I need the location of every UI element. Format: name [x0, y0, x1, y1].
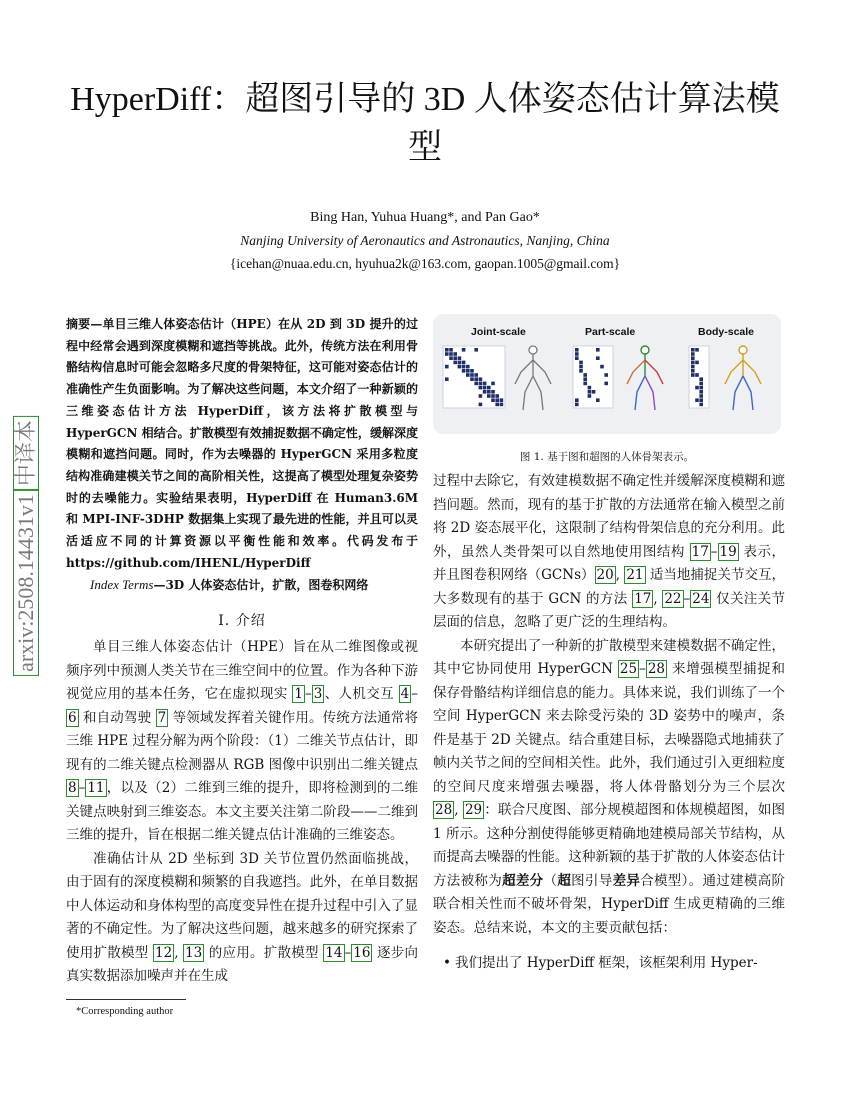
matrix-cell — [453, 356, 457, 360]
text-run: 表示，并且图卷积网络（GCNs） — [433, 543, 785, 583]
matrix-cell — [699, 398, 703, 402]
matrix-cell — [600, 365, 604, 369]
text-run: , — [615, 567, 625, 583]
matrix-cell — [479, 403, 483, 407]
text-run: ：联合尺度图、部分规模超图和体规模超图，如图 1 所示。这种分割使得能够更精确地建模局部关节结构，从而提高去噪器的性能。这种新颖的基于扩散的人体姿态估计方法被称为 — [433, 802, 785, 889]
matrix-cell — [583, 373, 587, 377]
matrix-cell — [575, 398, 579, 402]
matrix-cell — [445, 365, 449, 369]
citation-link[interactable]: 11 — [87, 780, 105, 797]
matrix-cell — [691, 348, 695, 352]
citation-link[interactable]: 20 — [596, 567, 614, 583]
matrix-cell — [483, 386, 487, 390]
text-run: – — [683, 590, 691, 607]
text-run: – — [710, 543, 718, 560]
citation-link[interactable]: 6 — [68, 709, 77, 726]
citation-link[interactable]: 19 — [719, 543, 737, 560]
text-run: – — [305, 686, 312, 703]
abstract-text: —单目三维人体姿态估计（HPE）在从 2D 到 3D 提升的过程中经常会遇到深度模糊和遮挡等挑战。此外，传统方法在利用骨骼结构信息时可能会忽略多尺度的骨架特征，这可能对姿态估计的准确性产生负面影响。为了解决这些问题，本文介绍了一种新颖的三维姿态估计方法 HyperDiff，该方法将扩散模型与 HyperGCN 相结合。扩散模型有效捕捉数据不确定性，缓解深度模糊和遮挡问题。同时，作为去噪器的 HyperGCN 采用多粒度结构准确建模关节之间的高阶相关性，这提高了模型处理复杂姿势时的去噪能力。实验结果表明，HyperDiff 在 Human3.6M 和 MPI-INF-3DHP 数据集上实现了最先进的性能，并且可以灵活适应不同的计算资源以平衡性能和效率。代码发布于 https://github.com/IHENL/HyperDiff — [66, 317, 418, 570]
citation-link[interactable]: 13 — [185, 944, 203, 961]
matrix-cell — [462, 361, 466, 365]
matrix-cell — [596, 356, 600, 360]
text-run: , — [174, 944, 184, 961]
arxiv-id: arxiv:2508.14431v1 — [13, 490, 39, 676]
figure-label-part: Part-scale — [585, 326, 636, 338]
matrix-cell — [483, 390, 487, 394]
figure-label-body: Body-scale — [698, 326, 755, 338]
matrix-cell — [695, 348, 699, 352]
text-run: 适当地捕捉关节交互，大多数现有的基于 GCN 的方法 — [433, 567, 786, 607]
matrix-cell — [588, 386, 592, 390]
matrix-cell — [500, 403, 504, 407]
matrix-cell — [453, 361, 457, 365]
matrix-cell — [575, 352, 579, 356]
figure-1 — [433, 314, 781, 434]
matrix-cell — [474, 348, 478, 352]
matrix-cell — [691, 369, 695, 373]
matrix-cell — [474, 382, 478, 386]
text-run: – — [639, 661, 646, 677]
left-column — [66, 314, 418, 1017]
text-run: – — [411, 686, 418, 703]
citation-link[interactable]: 7 — [157, 709, 167, 726]
matrix-cell — [583, 377, 587, 381]
matrix-cell — [699, 394, 703, 398]
matrix-cell — [491, 382, 495, 386]
matrix-cell — [458, 361, 462, 365]
matrix-cell — [462, 365, 466, 369]
joint-skeleton — [515, 346, 551, 410]
bullet-dot-icon: • — [443, 955, 451, 971]
citation-link[interactable]: 29 — [464, 802, 483, 818]
matrix-cell — [458, 356, 462, 360]
matrix-cell — [695, 386, 699, 390]
matrix-cell — [691, 361, 695, 365]
matrix-cell — [487, 386, 491, 390]
bold-text: 差异 — [612, 872, 641, 889]
matrix-cell — [453, 352, 457, 356]
matrix-cell — [699, 377, 703, 381]
abstract-label: 摘要 — [66, 317, 91, 331]
text-run: – — [344, 944, 352, 961]
matrix-cell — [474, 373, 478, 377]
matrix-cell — [491, 398, 495, 402]
matrix-cell — [487, 390, 491, 394]
contribution-text: 我们提出了 HyperDiff 框架，该框架利用 Hyper- — [455, 955, 758, 971]
matrix-cell — [579, 369, 583, 373]
text-run: 逐步向真实数据添加噪声并在生成 — [66, 944, 418, 985]
citation-link[interactable]: 21 — [626, 567, 644, 583]
matrix-cell — [699, 390, 703, 394]
citation-link[interactable]: 24 — [692, 590, 710, 607]
text-run: 来增强模型捕捉和保存骨骼结构详细信息的能力。具体来说，我们训练了一个空间 HyperGCN 来去除受污染的 3D 姿势中的噪声，条件是基于 2D 关键点。结合重建目标，去噪器隐式地捕获了帧内关节之间的空间相关性。此外，我们通过引入更细粒度的空间尺度来增强去噪器，将人体骨骼划分为三个层次 — [433, 661, 785, 795]
matrix-cell — [495, 398, 499, 402]
matrix-cell — [449, 356, 453, 360]
matrix-cell — [470, 369, 474, 373]
text-run: , — [454, 802, 463, 818]
figure-caption: 图 1. 基于图和超图的人体骨架表示。 — [519, 451, 695, 463]
intro-paragraph-2 — [66, 848, 418, 989]
matrix-cell — [466, 373, 470, 377]
matrix-cell — [470, 377, 474, 381]
bold-text: 超差分 — [502, 872, 544, 889]
citation-link[interactable]: 12 — [155, 944, 173, 961]
arxiv-side-stamp — [8, 392, 44, 704]
matrix-cell — [691, 373, 695, 377]
contribution-bullet — [433, 952, 785, 975]
body-skeleton — [725, 346, 761, 410]
index-terms-label: Index Terms — [90, 577, 154, 593]
matrix-cell — [588, 390, 592, 394]
text-run: 仅关注关节层面的信息，忽略了更广泛的生理结构。 — [433, 590, 785, 630]
matrix-cell — [575, 356, 579, 360]
matrix-cell — [495, 403, 499, 407]
citation-link[interactable]: 28 — [435, 802, 453, 818]
matrix-cell — [449, 348, 453, 352]
paper-emails: {icehan@nuaa.edu.cn, hyuhua2k@163.com, gaopan.1005@gmail.com} — [229, 256, 621, 271]
text-run: – — [78, 780, 86, 797]
paper-title: HyperDiff：超图引导的 3D 人体姿态估计算法模型 — [70, 81, 780, 166]
matrix-cell — [699, 382, 703, 386]
intro-paragraph-1 — [66, 636, 418, 848]
matrix-cell — [604, 382, 608, 386]
citation-link[interactable]: 17 — [691, 543, 709, 560]
right-column — [433, 470, 785, 975]
paper-authors: Bing Han, Yuhua Huang*, and Pan Gao* — [310, 210, 540, 225]
matrix-cell — [495, 394, 499, 398]
matrix-cell — [575, 348, 579, 352]
matrix-cell — [483, 382, 487, 386]
citation-link[interactable]: 28 — [647, 661, 666, 677]
matrix-cell — [596, 398, 600, 402]
matrix-cell — [588, 394, 592, 398]
matrix-cell — [583, 382, 587, 386]
text-run: 准确估计从 2D 坐标到 3D 关节位置仍然面临挑战，由于固有的深度模糊和频繁的自我遮挡。此外，在单目数据中人体运动和身体构型的高度变异性在提升过程中引入了显著的不确定性。为了解决这些问题，越来越多的研究探索了使用扩散模型 — [66, 850, 418, 961]
matrix-cell — [479, 394, 483, 398]
text-run: 本研究提出了一种新的扩散模型来建模数据不确定性，其中它协同使用 HyperGCN — [433, 637, 785, 677]
text-run: 等领域发挥着关键作用。传统方法通常将三维 HPE 过程分解为两个阶段：（1）二维关节点估计，即现有的二维关键点检测器从 RGB 图像中识别出二维关键点 — [66, 709, 418, 773]
matrix-cell — [691, 352, 695, 356]
matrix-cell — [596, 348, 600, 352]
citation-link[interactable]: 16 — [353, 944, 371, 961]
footnote: *Corresponding author — [76, 1005, 174, 1017]
matrix-cell — [491, 394, 495, 398]
translation-tag: 中译本 — [13, 416, 39, 490]
footnote-rule — [66, 999, 186, 1000]
matrix-cell — [462, 369, 466, 373]
matrix-cell — [592, 390, 596, 394]
matrix-cell — [691, 356, 695, 360]
citation-link[interactable]: 25 — [619, 661, 638, 677]
text-run: 、人机交互 — [324, 686, 399, 703]
matrix-cell — [695, 361, 699, 365]
text-run: 和自动驾驶 — [78, 709, 156, 726]
figure-graphics — [433, 314, 781, 434]
citation-link[interactable]: 22 — [664, 590, 682, 607]
matrix-cell — [479, 377, 483, 381]
index-terms — [66, 574, 418, 596]
matrix-cell — [458, 365, 462, 369]
matrix-cell — [691, 365, 695, 369]
matrix-cell — [604, 373, 608, 377]
matrix-cell — [445, 352, 449, 356]
matrix-cell — [699, 386, 703, 390]
matrix-cell — [699, 403, 703, 407]
citation-link[interactable]: 8 — [68, 780, 77, 797]
text-run: 的应用。扩散模型 — [204, 944, 324, 961]
figure-label-joint: Joint-scale — [471, 326, 526, 338]
text-run: , — [653, 590, 663, 607]
intro-paragraph-4 — [433, 635, 785, 941]
matrix-cell — [579, 365, 583, 369]
matrix-cell — [487, 394, 491, 398]
matrix-cell — [470, 373, 474, 377]
matrix-cell — [479, 382, 483, 386]
matrix-cell — [462, 348, 466, 352]
matrix-cell — [491, 390, 495, 394]
matrix-cell — [466, 365, 470, 369]
matrix-cell — [695, 398, 699, 402]
text-run: 过程中去除它，有效建模数据不确定性并缓解深度模糊和遮挡问题。然而，现有的基于扩散的方法通常在输入模型之前将 2D 姿态展平化，这限制了结构骨架信息的充分利用。此外，虽然人类骨架可以自然地使用图结构 — [433, 473, 785, 560]
matrix-cell — [449, 352, 453, 356]
citation-link[interactable]: 14 — [325, 944, 343, 961]
bold-text: 超 — [557, 872, 572, 889]
matrix-cell — [575, 403, 579, 407]
text-run: （ — [543, 872, 558, 889]
text-run: 单目三维人体姿态估计（HPE）旨在从二维图像或视频序列中预测人类关节在三维空间中的位置。作为各种下游视觉应用的基本任务，它在虚拟现实 — [66, 639, 418, 703]
part-matrix-frame — [573, 346, 613, 408]
matrix-cell — [695, 373, 699, 377]
index-terms-text: —3D 人体姿态估计，扩散，图卷积网络 — [153, 578, 369, 593]
matrix-cell — [500, 398, 504, 402]
paper-affiliation: Nanjing University of Aeronautics and Astronautics, Nanjing, China — [240, 233, 610, 248]
matrix-cell — [474, 377, 478, 381]
section-heading-introduction: I. 介绍 — [218, 613, 266, 630]
matrix-cell — [579, 361, 583, 365]
matrix-cell — [466, 369, 470, 373]
citation-link[interactable]: 17 — [634, 590, 652, 607]
matrix-cell — [445, 348, 449, 352]
citation-link[interactable]: 1 — [294, 686, 303, 703]
citation-link[interactable]: 3 — [313, 686, 323, 703]
abstract — [66, 314, 418, 574]
text-run: 图引导 — [571, 872, 613, 889]
intro-paragraph-3 — [433, 470, 785, 635]
matrix-cell — [445, 377, 449, 381]
matrix-cell — [479, 386, 483, 390]
text-run: 合模型）。通过建模高阶联合相关性而不破坏骨架，HyperDiff 生成更精确的三维姿态。总结来说，本文的主要贡献包括： — [433, 872, 786, 936]
citation-link[interactable]: 4 — [400, 686, 410, 703]
part-skeleton — [627, 346, 663, 410]
text-run: ，以及（2）二维到三维的提升，即将检测到的二维关键点映射到三维姿态。本文主要关注第二阶段——二维到三维的提升，旨在根据二维关键点估计准确的三维姿态。 — [66, 780, 418, 844]
